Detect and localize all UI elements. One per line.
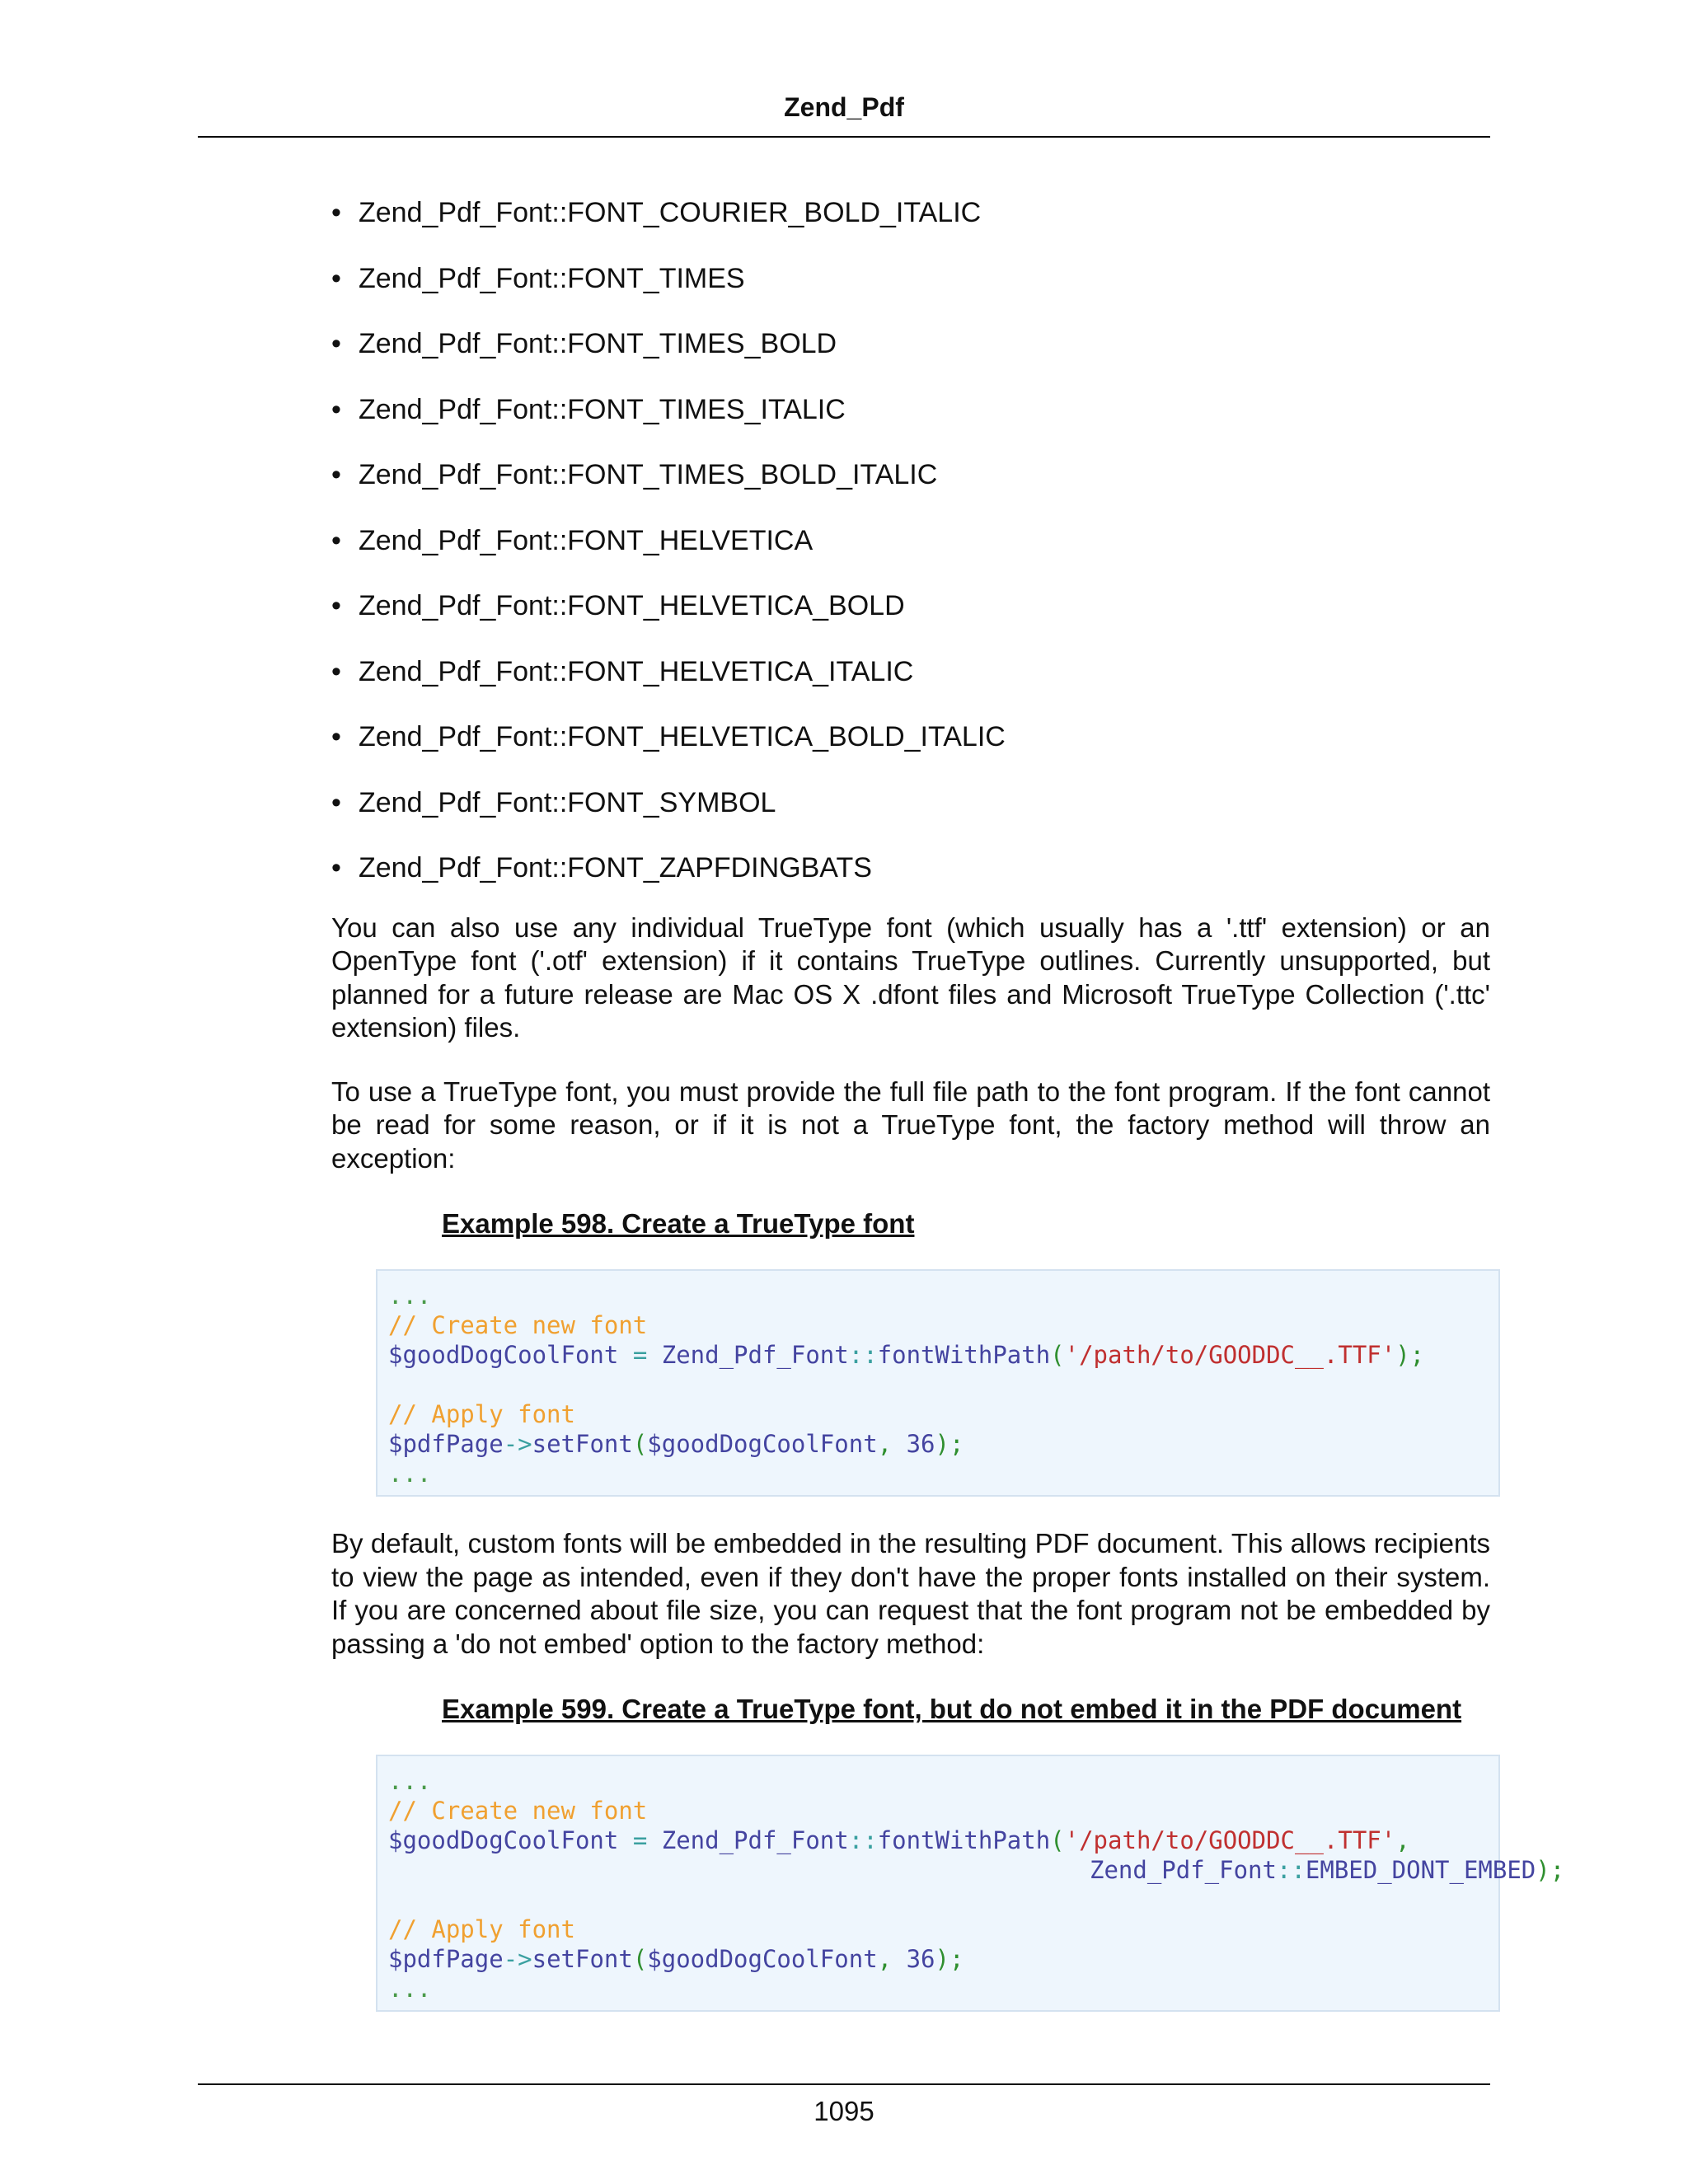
code-variable: $goodDogCoolFont bbox=[647, 1945, 878, 1973]
code-ellipsis: ... bbox=[388, 1767, 432, 1795]
list-item: • Zend_Pdf_Font::FONT_HELVETICA_ITALIC bbox=[331, 654, 1490, 719]
code-comment: // Apply font bbox=[388, 1400, 575, 1428]
code-operator: :: bbox=[848, 1341, 878, 1369]
code-string: '/path/to/GOODDC__.TTF' bbox=[1064, 1341, 1396, 1369]
paragraph-truetype-path: To use a TrueType font, you must provide the full file path to the font program. If the font cannot be read for some reason, or if it is not a TrueType font, the factory method will throw an exception: bbox=[331, 1076, 1490, 1174]
code-number: 36 bbox=[906, 1945, 935, 1973]
example-598-title: Example 598. Create a TrueType font bbox=[442, 1208, 915, 1239]
code-ellipsis: ... bbox=[388, 1975, 432, 2003]
code-constant: EMBED_DONT_EMBED bbox=[1305, 1856, 1536, 1884]
code-method: setFont bbox=[532, 1945, 633, 1973]
code-punctuation: ); bbox=[935, 1945, 964, 1973]
code-punctuation: ( bbox=[632, 1945, 648, 1973]
list-item: • Zend_Pdf_Font::FONT_TIMES bbox=[331, 260, 1490, 326]
code-operator: :: bbox=[848, 1826, 878, 1854]
code-punctuation: ); bbox=[935, 1430, 964, 1458]
code-number: 36 bbox=[906, 1430, 935, 1458]
code-operator: -> bbox=[503, 1945, 532, 1973]
page-content bbox=[331, 194, 1565, 2012]
code-method: fontWithPath bbox=[877, 1341, 1051, 1369]
code-variable: $goodDogCoolFont bbox=[388, 1341, 619, 1369]
list-item: • Zend_Pdf_Font::FONT_HELVETICA_BOLD_ITALIC bbox=[331, 719, 1490, 785]
code-punctuation: , bbox=[1395, 1826, 1410, 1854]
code-method: setFont bbox=[532, 1430, 633, 1458]
paragraph-embedding: By default, custom fonts will be embedded in the resulting PDF document. This allows recipients to view the page as intended, even if they don't have the proper fonts installed on their system. If you are concerned about file size, you can request that the font program not be embedded by passing a 'do not embed' option to the factory method: bbox=[331, 1528, 1490, 1659]
code-variable: $pdfPage bbox=[388, 1945, 504, 1973]
code-punctuation: ( bbox=[1050, 1826, 1065, 1854]
code-punctuation: , bbox=[877, 1945, 907, 1973]
list-item: • Zend_Pdf_Font::FONT_ZAPFDINGBATS bbox=[331, 850, 1490, 916]
code-block-example-598 bbox=[376, 1269, 1500, 1497]
code-method: fontWithPath bbox=[877, 1826, 1051, 1854]
code-string: '/path/to/GOODDC__.TTF' bbox=[1064, 1826, 1396, 1854]
code-operator: = bbox=[618, 1826, 662, 1854]
code-punctuation: ( bbox=[632, 1430, 648, 1458]
page-number: 1095 bbox=[814, 2096, 874, 2126]
footer-rule bbox=[198, 2083, 1490, 2085]
list-item: • Zend_Pdf_Font::FONT_HELVETICA_BOLD bbox=[331, 588, 1490, 654]
code-punctuation: ( bbox=[1050, 1341, 1065, 1369]
code-variable: $goodDogCoolFont bbox=[647, 1430, 878, 1458]
code-variable: $goodDogCoolFont bbox=[388, 1826, 619, 1854]
code-variable: $pdfPage bbox=[388, 1430, 504, 1458]
code-punctuation: ); bbox=[1536, 1856, 1565, 1884]
code-ellipsis: ... bbox=[388, 1282, 432, 1310]
list-item: • Zend_Pdf_Font::FONT_TIMES_BOLD_ITALIC bbox=[331, 457, 1490, 523]
code-class: Zend_Pdf_Font bbox=[661, 1341, 849, 1369]
code-ellipsis: ... bbox=[388, 1460, 432, 1488]
list-item: • Zend_Pdf_Font::FONT_COURIER_BOLD_ITALIC bbox=[331, 194, 1490, 260]
code-operator: -> bbox=[503, 1430, 532, 1458]
list-item: • Zend_Pdf_Font::FONT_HELVETICA bbox=[331, 523, 1490, 588]
code-comment: // Create new font bbox=[388, 1311, 648, 1339]
list-item: • Zend_Pdf_Font::FONT_TIMES_ITALIC bbox=[331, 391, 1490, 457]
code-class: Zend_Pdf_Font bbox=[1090, 1856, 1277, 1884]
code-block-example-599 bbox=[376, 1755, 1565, 2012]
code-comment: // Apply font bbox=[388, 1915, 575, 1943]
code-punctuation: ); bbox=[1395, 1341, 1425, 1369]
code-operator: :: bbox=[1276, 1856, 1306, 1884]
font-constant-list bbox=[331, 194, 1490, 916]
example-599-title: Example 599. Create a TrueType font, but do not embed it in the PDF document bbox=[442, 1694, 1462, 1724]
code-class: Zend_Pdf_Font bbox=[661, 1826, 849, 1854]
list-item: • Zend_Pdf_Font::FONT_SYMBOL bbox=[331, 785, 1490, 851]
code-operator: = bbox=[618, 1341, 662, 1369]
code-comment: // Create new font bbox=[388, 1797, 648, 1825]
code-punctuation: , bbox=[877, 1430, 907, 1458]
list-item: • Zend_Pdf_Font::FONT_TIMES_BOLD bbox=[331, 326, 1490, 391]
running-header: Zend_Pdf bbox=[784, 92, 904, 122]
header-rule bbox=[198, 136, 1490, 138]
paragraph-truetype-intro: You can also use any individual TrueType font (which usually has a '.ttf' extension) or an OpenType font ('.otf' extension) if it contains TrueType outlines. Currently unsupported, but planned for a future release are Mac OS X .dfont files and Microsoft TrueType Collection ('.ttc' extension) files. bbox=[331, 912, 1490, 1043]
